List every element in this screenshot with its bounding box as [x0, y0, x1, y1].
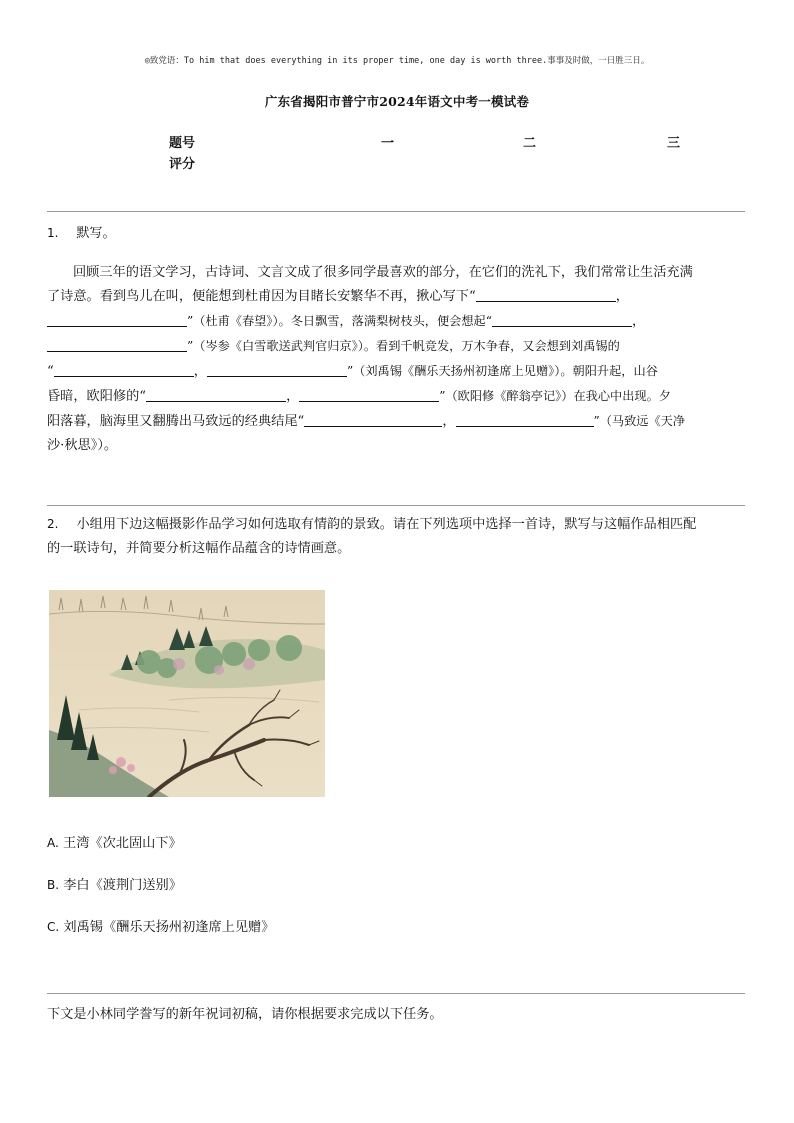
- q1-line-2: 了诗意。看到鸟儿在叫，便能想到杜甫因为目睹长安繁华不再，揪心写下“: [47, 289, 476, 304]
- q1-prompt: 默写。: [76, 226, 116, 241]
- option-label: B.: [47, 878, 60, 892]
- score-table-row1-label: 题号: [169, 136, 196, 151]
- q1-line-6-end: ”（欧阳修《醉翁亭记》）在我心中出现。夕: [439, 389, 671, 403]
- answer-blank[interactable]: [54, 363, 194, 377]
- q2-number: 2.: [47, 517, 59, 531]
- answer-blank[interactable]: [47, 338, 187, 352]
- option-text: 李白《渡荆门送别》: [63, 878, 182, 893]
- q1-heading: [47, 222, 115, 241]
- q1-comma: ，: [442, 414, 456, 429]
- option-text: 王湾《次北固山下》: [63, 836, 182, 851]
- landscape-painting: [49, 590, 325, 797]
- q1-line-7-end: ”（马致远《天净: [593, 414, 686, 428]
- divider: [47, 993, 745, 994]
- divider: [47, 505, 745, 506]
- option-label: A.: [47, 836, 59, 850]
- q1-line-1: 回顾三年的语文学习，古诗词、文言文成了很多同学最喜欢的部分，在它们的洗礼下，我们常常让生活充满: [73, 265, 693, 280]
- q3-intro: 下文是小林同学誊写的新年祝词初稿，请你根据要求完成以下任务。: [47, 1007, 443, 1022]
- score-table-col-1: 一: [381, 136, 395, 151]
- q1-line-6: 昏暗，欧阳修的“: [47, 389, 147, 404]
- q2-option-a[interactable]: [47, 832, 182, 851]
- q1-paragraph: [47, 261, 743, 458]
- q2-text-line-1: 小组用下边这幅摄影作品学习如何选取有情韵的景致。请在下列选项中选择一首诗，默写与这幅作品相匹配: [76, 517, 697, 532]
- option-text: 刘禹锡《酬乐天扬州初逢席上见赠》: [63, 920, 275, 935]
- q1-line-3: ”（杜甫《春望》）。冬日飘雪，落满梨树枝头，便会想起“: [187, 314, 492, 328]
- answer-blank[interactable]: [456, 413, 594, 427]
- answer-blank[interactable]: [47, 313, 187, 327]
- q2-option-c[interactable]: [47, 916, 274, 935]
- landscape-painting-svg: [49, 590, 325, 797]
- q1-comma: ，: [286, 389, 300, 404]
- q1-number: 1.: [47, 226, 59, 240]
- answer-blank[interactable]: [304, 413, 442, 427]
- answer-blank[interactable]: [476, 288, 616, 302]
- score-table-col-3: 三: [667, 136, 681, 151]
- answer-blank[interactable]: [299, 388, 439, 402]
- q2-question: [47, 512, 745, 561]
- q1-line-5: ”（刘禹锡《酬乐天扬州初逢席上见赠》）。朝阳升起，山谷: [346, 364, 658, 378]
- score-table-row2-label: 评分: [169, 157, 196, 172]
- q2-option-b[interactable]: [47, 874, 182, 893]
- q1-comma: ，: [631, 314, 646, 329]
- divider: [47, 211, 745, 212]
- q1-comma: ，: [193, 364, 207, 379]
- q1-line-8: 沙·秋思》）。: [47, 438, 118, 453]
- option-label: C.: [47, 920, 60, 934]
- answer-blank[interactable]: [207, 363, 347, 377]
- answer-blank[interactable]: [492, 313, 632, 327]
- q1-line-7: 阳落暮，脑海里又翻腾出马致远的经典结尾“: [47, 414, 305, 429]
- answer-blank[interactable]: [146, 388, 286, 402]
- score-table-col-2: 二: [523, 136, 537, 151]
- q1-comma: ，: [615, 289, 629, 304]
- q1-line-4: ”（岑参《白雪歌送武判官归京》）。看到千帆竞发，万木争春，又会想到刘禹锡的: [187, 339, 620, 353]
- q1-quote-open: “: [47, 364, 54, 379]
- motto-line: ◎致党语：To him that does everything in its proper time, one day is worth three.事事及时做，一日胜三日。: [144, 56, 650, 66]
- q2-text-line-2: 的一联诗句，并简要分析这幅作品蕴含的诗情画意。: [47, 541, 351, 556]
- page-title: 广东省揭阳市普宁市2024年语文中考一模试卷: [264, 94, 530, 109]
